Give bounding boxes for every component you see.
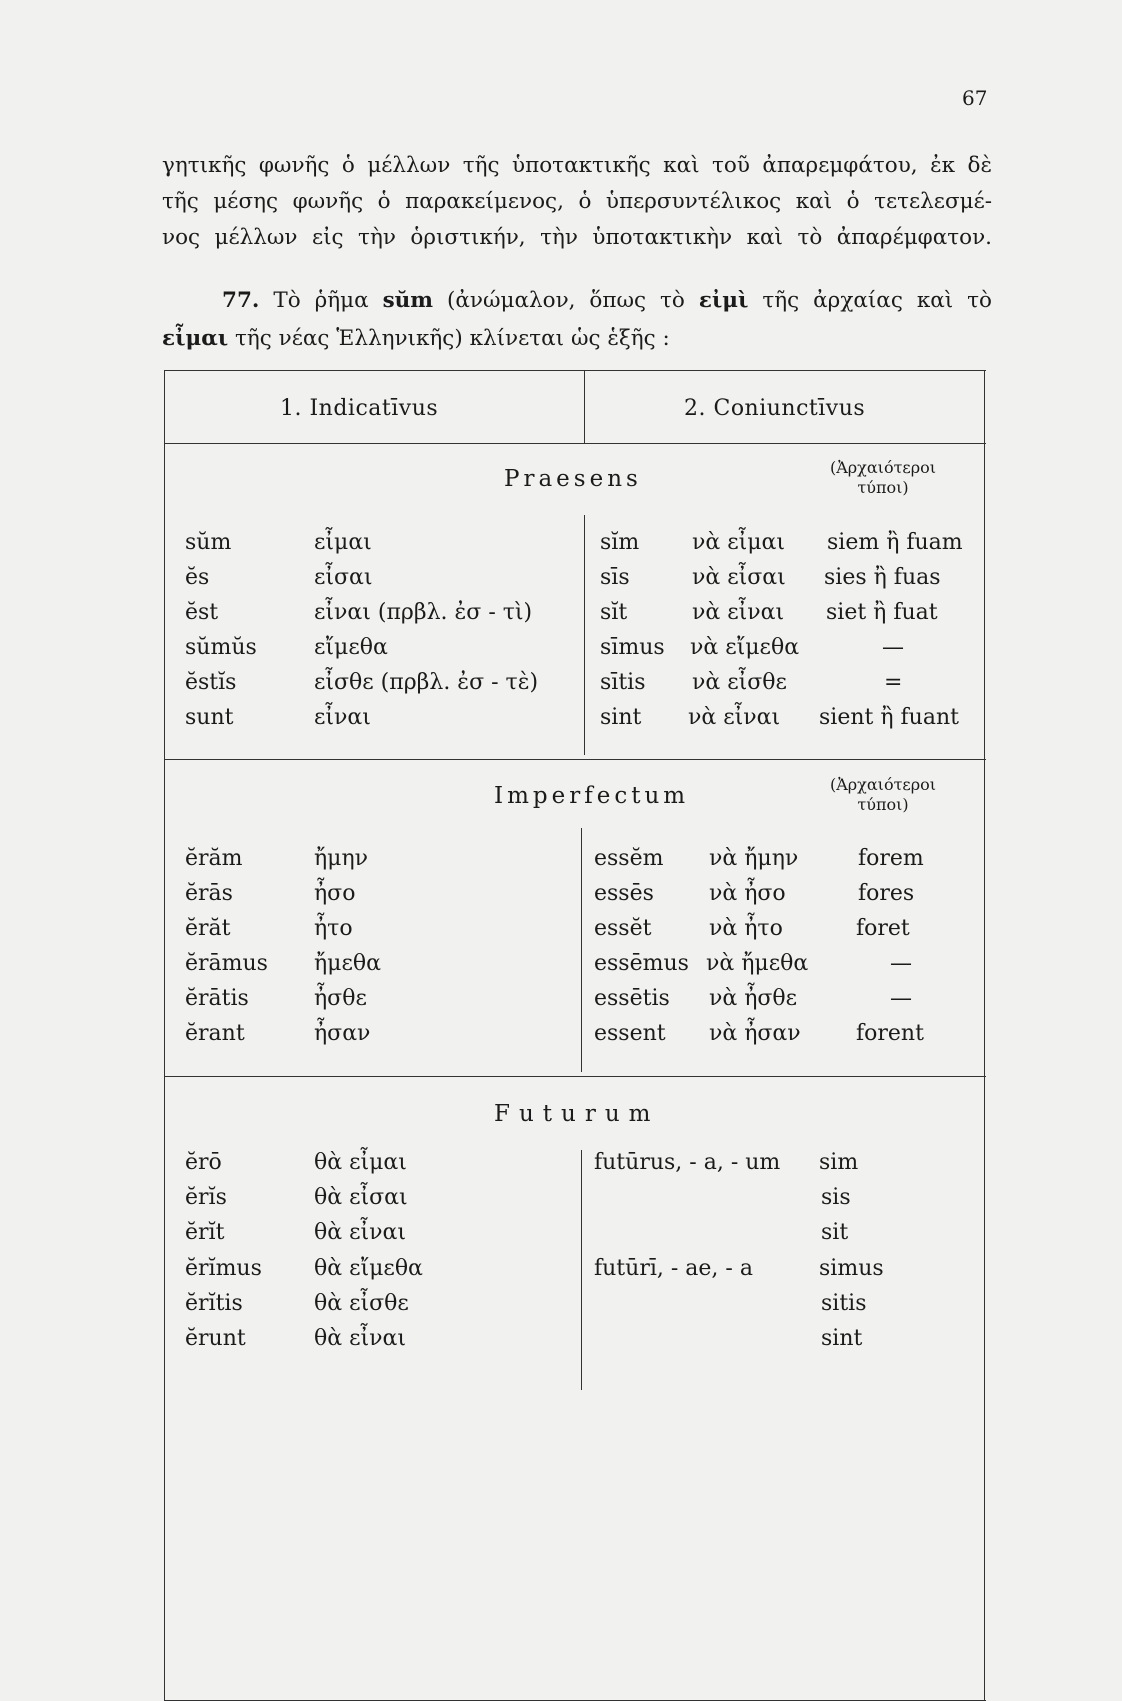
page-number: 67 — [962, 86, 988, 110]
table-cell: sint — [821, 1326, 863, 1351]
table-cell: foret — [856, 916, 910, 941]
table-cell: ĕst — [185, 600, 219, 625]
table-cell: ἦσαν — [314, 1021, 371, 1046]
table-cell: sĭt — [600, 600, 628, 625]
text-run: τῆς νέας Ἑλληνικῆς) κλίνεται ὡς ἑξῆς : — [228, 326, 670, 351]
table-cell: νὰ ἤμεθα — [706, 951, 809, 976]
table-cell: sies ἢ fuas — [824, 565, 941, 590]
verb-sum: sŭm — [382, 288, 434, 313]
table-cell: futūrī, - ae, - a — [594, 1256, 753, 1281]
table-cell: forent — [856, 1021, 924, 1046]
table-cell: simus — [819, 1256, 884, 1281]
column-divider — [584, 370, 585, 443]
table-cell: ἦσο — [314, 881, 356, 906]
table-cell: νὰ εἶσαι — [692, 565, 786, 590]
table-cell: sint — [600, 705, 642, 730]
header-indicativus: 1. Indicatīvus — [280, 396, 439, 421]
intro-line: γητικῆς φωνῆς ὁ μέλλων τῆς ὑποτακτικῆς καὶ τοῦ ἀπαρεμφάτου, ἐκ δὲ — [162, 153, 992, 178]
table-cell: εἶσθε (πρβλ. ἐσ - τὲ) — [314, 670, 539, 695]
table-cell: θὰ εἶσθε — [314, 1291, 409, 1316]
table-cell: futūrus, - a, - um — [594, 1150, 781, 1175]
table-cell: — — [890, 951, 912, 976]
table-cell: — — [890, 986, 912, 1011]
table-cell: ĕrăm — [185, 846, 243, 871]
section-rule — [164, 759, 986, 760]
intro-line: νος μέλλων εἰς τὴν ὁριστικήν, τὴν ὑποτακτικὴν καὶ τὸ ἀπαρέμφατον. — [162, 225, 992, 250]
table-cell: essēs — [594, 881, 654, 906]
table-cell: εἶναι (πρβλ. ἐσ - τὶ) — [314, 600, 533, 625]
older-forms-note — [808, 775, 958, 815]
table-cell: εἶμαι — [314, 530, 372, 555]
table-cell: sĭm — [600, 530, 640, 555]
table-top-rule — [164, 370, 986, 371]
section-title-imperfectum: Imperfectum — [494, 783, 690, 809]
intro-paragraph — [162, 148, 992, 256]
table-cell: ĕrĭs — [185, 1185, 227, 1210]
table-cell: siem ἢ fuam — [827, 530, 963, 555]
table-cell: νὰ ἦσαν — [709, 1021, 801, 1046]
table-cell: ĕrō — [185, 1150, 222, 1175]
table-cell: θὰ εἶμαι — [314, 1150, 407, 1175]
table-cell: ĕrāmus — [185, 951, 268, 976]
header-rule — [164, 443, 986, 444]
table-right-border — [984, 370, 985, 1700]
text-run: (ἀνώμαλον, ὅπως τὸ — [433, 288, 699, 313]
section-rule — [164, 1076, 986, 1077]
column-divider — [581, 1150, 582, 1390]
section-line-1 — [162, 282, 992, 320]
table-cell: essĕt — [594, 916, 652, 941]
table-cell: ĕrăt — [185, 916, 231, 941]
table-cell: εἴμεθα — [314, 635, 388, 660]
table-cell: sīmus — [600, 635, 665, 660]
table-cell: siet ἢ fuat — [826, 600, 938, 625]
table-cell: θὰ εἶναι — [314, 1220, 406, 1245]
table-cell: εἶναι — [314, 705, 371, 730]
table-cell: sient ἢ fuant — [819, 705, 959, 730]
conjugation-table — [164, 370, 986, 1700]
table-cell: ĕrĭmus — [185, 1256, 262, 1281]
table-left-border — [164, 370, 165, 1700]
table-cell: sīs — [600, 565, 630, 590]
note-line: τύποι) — [857, 795, 909, 814]
section-line-2 — [162, 320, 992, 358]
table-cell: — — [882, 635, 904, 660]
section-number: 77. — [222, 288, 260, 313]
table-cell: νὰ εἴμεθα — [690, 635, 800, 660]
table-cell: sit — [821, 1220, 849, 1245]
table-cell: νὰ εἶναι — [688, 705, 781, 730]
table-cell: θὰ εἶσαι — [314, 1185, 408, 1210]
table-cell: ἦτο — [314, 916, 353, 941]
table-cell: νὰ ἦσθε — [709, 986, 798, 1011]
table-cell: νὰ εἶσθε — [692, 670, 787, 695]
table-cell: νὰ εἶναι — [692, 600, 785, 625]
table-cell: ἤμην — [314, 846, 369, 871]
table-cell: νὰ ἦσο — [709, 881, 786, 906]
table-cell: sis — [821, 1185, 851, 1210]
table-cell: sunt — [185, 705, 234, 730]
note-line: τύποι) — [857, 478, 909, 497]
section-title-futurum: Futurum — [494, 1101, 660, 1127]
table-cell: essēmus — [594, 951, 689, 976]
table-cell: ĕstĭs — [185, 670, 237, 695]
table-cell: essētis — [594, 986, 670, 1011]
table-cell: sŭmŭs — [185, 635, 257, 660]
text-run: Τὸ ῥῆμα — [273, 288, 383, 313]
table-cell: εἶσαι — [314, 565, 373, 590]
column-divider — [584, 515, 585, 755]
table-cell: ĕrĭtis — [185, 1291, 243, 1316]
table-cell: ĕrĭt — [185, 1220, 225, 1245]
table-cell: = — [884, 670, 903, 695]
column-divider — [581, 828, 582, 1072]
table-cell: forem — [858, 846, 924, 871]
table-cell: ĕrātis — [185, 986, 249, 1011]
table-cell: sitis — [821, 1291, 867, 1316]
note-line: (Ἀρχαιότεροι — [829, 458, 937, 477]
table-cell: ĕrant — [185, 1021, 245, 1046]
table-cell: sŭm — [185, 530, 232, 555]
table-cell: ĕs — [185, 565, 210, 590]
text-run: τῆς ἀρχαίας καὶ τὸ — [748, 288, 992, 313]
table-cell: ἤμεθα — [314, 951, 381, 976]
older-forms-note — [808, 458, 958, 498]
table-cell: ἦσθε — [314, 986, 367, 1011]
verb-eimi: εἰμὶ — [698, 288, 749, 313]
table-cell: sītis — [600, 670, 646, 695]
table-cell: ĕrunt — [185, 1326, 246, 1351]
table-cell: νὰ ἦτο — [709, 916, 783, 941]
header-coniunctivus: 2. Coniunctīvus — [684, 396, 866, 421]
note-line: (Ἀρχαιότεροι — [829, 775, 937, 794]
table-cell: ĕrās — [185, 881, 233, 906]
intro-line: τῆς μέσης φωνῆς ὁ παρακείμενος, ὁ ὑπερσυντέλικος καὶ ὁ τετελεσμέ- — [162, 189, 992, 214]
table-cell: νὰ εἶμαι — [692, 530, 786, 555]
table-cell: θὰ εἶναι — [314, 1326, 406, 1351]
table-cell: essent — [594, 1021, 666, 1046]
section-title-praesens: Praesens — [504, 466, 642, 492]
table-cell: essĕm — [594, 846, 664, 871]
verb-eimai: εἶμαι — [162, 326, 229, 351]
section-paragraph — [162, 282, 992, 358]
table-cell: νὰ ἤμην — [709, 846, 799, 871]
table-cell: sim — [819, 1150, 859, 1175]
table-cell: fores — [858, 881, 915, 906]
table-cell: θὰ εἴμεθα — [314, 1256, 423, 1281]
